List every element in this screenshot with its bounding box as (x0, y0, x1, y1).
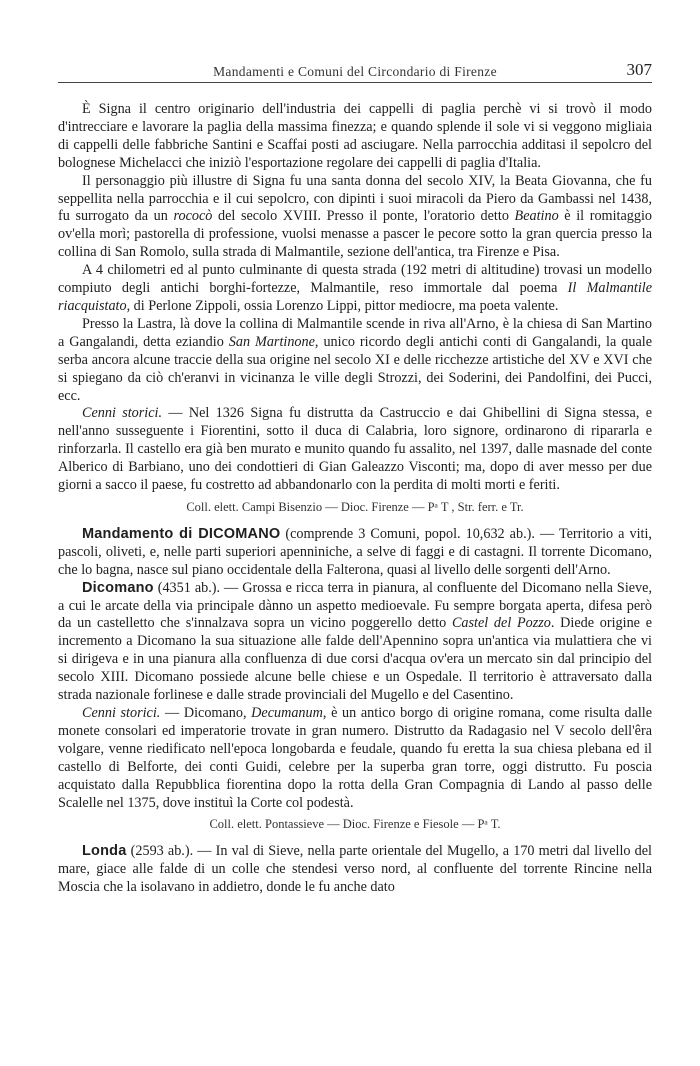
text-run: (4351 ab.). — Grossa e ricca terra in pianura, al confluente del Dicomano nella Sieve, a cui le arcate della via principale dànno un aspetto medioevale. Fu sempre borgata aperta, difesa però da un castelletto che s'innalzava sopra un vicino poggerello detto (58, 579, 652, 632)
italic-text: San Martinone (228, 333, 315, 350)
text-run: A 4 chilometri ed al punto culminante di questa strada (192 metri di altitudine) trovasi un modello compiuto degli antichi borghi-fortezze, Malmantile, reso immortale dal poema (58, 262, 652, 297)
section-heading: Mandamento di DICOMANO (82, 525, 281, 542)
running-title: Mandamenti e Comuni del Circondario di Firenze (213, 64, 497, 79)
italic-text: Castel del Pozzo (451, 615, 551, 632)
paragraph-signa-history (58, 405, 652, 495)
italic-text: Cenni storici. (82, 705, 161, 721)
page-number: 307 (626, 60, 652, 79)
paragraph-mandamento-dicomano (58, 526, 652, 580)
paragraph-lastra (58, 316, 652, 406)
text-run: del secolo XVIII. Presso il ponte, l'oratorio detto (212, 208, 515, 225)
paragraph-malmantile (58, 262, 652, 316)
entry-heading: Londa (82, 843, 127, 860)
paragraph-beata-giovanna (58, 173, 652, 263)
italic-text: Il Malmantile riacquistato (58, 280, 653, 314)
text-run: , è un antico borgo di origine romana, come risulta dalle monete consolari ed imperatorie trovate in gran numero. Distrutto da Radagasio nel V secolo dell'êra volgare, venne riedificato nell'epoca longobarda e feudale, quando fu eretta la sua chiesa plebana ed il castello di Belforte, dei conti Guidi, celebre per la superba gran torre, oggi distrutto. Fu poscia acquistato dalla Repubblica fiorentina dopo la rotta della Gran Compagnia di Lando al passo delle Scalelle nel 1375, dove instituì la Corte col podestà. (58, 705, 652, 811)
text-run: , unico ricordo degli antichi conti di Gangalandi, la quale serba ancora alcune traccie della sua origine nel secolo XI e delle ricchezze artistiche del XV e XVI che si spiegano da ciò ch'eranvi in vicinanza le ville degli Strozzi, dei Soderini, dei Pandolfini, dei Pucci, ecc. (58, 333, 652, 404)
paragraph-dicomano-history (58, 705, 652, 812)
italic-text: Decumanum (251, 705, 323, 721)
running-head (58, 60, 652, 83)
text-run: — Dicomano, (160, 705, 252, 721)
italic-text: Cenni storici. (82, 405, 163, 422)
electoral-note: Coll. elett. Pontassieve — Dioc. Firenze e Fiesole — Pᵃ T. (209, 817, 501, 832)
text-run: Presso la Lastra, là dove la collina di Malmantile scende in riva all'Arno, è la chiesa di San Martino a Gangalandi, detta eziandio (58, 315, 652, 350)
text-run: . Diede origine e incremento a Dicomano la sua situazione alle falde dell'Apennino sopra un'antica via mulattiera che vi si dirigeva e in una pianura alla confluenza di due corsi d'acqua ov'era un mercato sin dal principio del secolo XIII. Dicomano possiede alcune belle chiese e un Ospedale. Il territorio è attraversato dalla strada nazionale forlinese e dalle strade provinciali del Mugello e del Casentino. (58, 615, 652, 704)
paragraph-signa-industry: È Signa il centro originario dell'industria dei cappelli di paglia perchè vi si trovò il modo d'intrecciare e lavorare la paglia della massima finezza; e quando splende il sole vi si veggono migliaia di cappelli delle fabbriche Santini e Scaffai posti ad asciugare. Nella parrocchia additasi il sepolcro del bolognese Michelacci che iniziò l'esportazione regolare dei cappelli di paglia d'Italia. (58, 101, 652, 171)
text-run: , di Perlone Zippoli, ossia Lorenzo Lippi, pittor mediocre, ma poeta valente. (126, 297, 559, 314)
text-run: — Nel 1326 Signa fu distrutta da Castruccio e dai Ghibellini di Signa stessa, e nell'anno susseguente i Fiorentini, sotto il duca di Calabria, loro signore, ordinarono di ripararla e rinforzarla. Il castello era già ben murato e munito quando fu assalito, nel 1397, dalle masnade del conte Alberico di Barbiano, uno dei condottieri di Gian Galeazzo Visconti; ma, dopo di aver messo per due giorni a sacco il paese, fu costretto ad abbandonarlo con la perdita di molti morti e feriti. (58, 405, 652, 494)
paragraph-londa (58, 843, 652, 897)
text-run: è il romitaggio ov'ella morì; pastorella di professione, vuolsi menasse a pascer le pecore sotto la gran quercia presso la collina di San Romolo, sulla strada di Malmantile, sezione dell'antica, tra Firenze e Pisa. (58, 208, 652, 261)
book-page (58, 60, 652, 897)
electoral-note: Coll. elett. Campi Bisenzio — Dioc. Firenze — Pᵃ T , Str. ferr. e Tr. (186, 499, 524, 514)
paragraph-dicomano (58, 580, 652, 705)
text-run: Il personaggio più illustre di Signa fu una santa donna del secolo XIV, la Beata Giovanna, che fu seppellita nella parrocchia e il cui sepolcro, con dipinti i suoi miracoli da Piero da Gambassi nel 1438, fu surrogato da un (58, 172, 652, 225)
text-run: (2593 ab.). — In val di Sieve, nella parte orientale del Mugello, a 170 metri dal livello del mare, giace alle falde di un colle che stendesi verso nord, al confluente del torrente Rincine nella Moscia che la isolavano in addietro, donde le fu anche dato (58, 843, 652, 896)
italic-text: Beatino (514, 208, 559, 225)
italic-text: rococò (173, 208, 213, 225)
entry-heading: Dicomano (82, 579, 154, 596)
text-run: (comprende 3 Comuni, popol. 10,632 ab.). — Territorio a viti, pascoli, oliveti, e, nelle parti superiori apenniniche, a selve di faggi e di castagni. Il torrente Dicomano, che lo bagna, nasce sul piano occidentale della Falterona, quasi al livello delle sorgenti dell'Arno. (58, 525, 652, 578)
